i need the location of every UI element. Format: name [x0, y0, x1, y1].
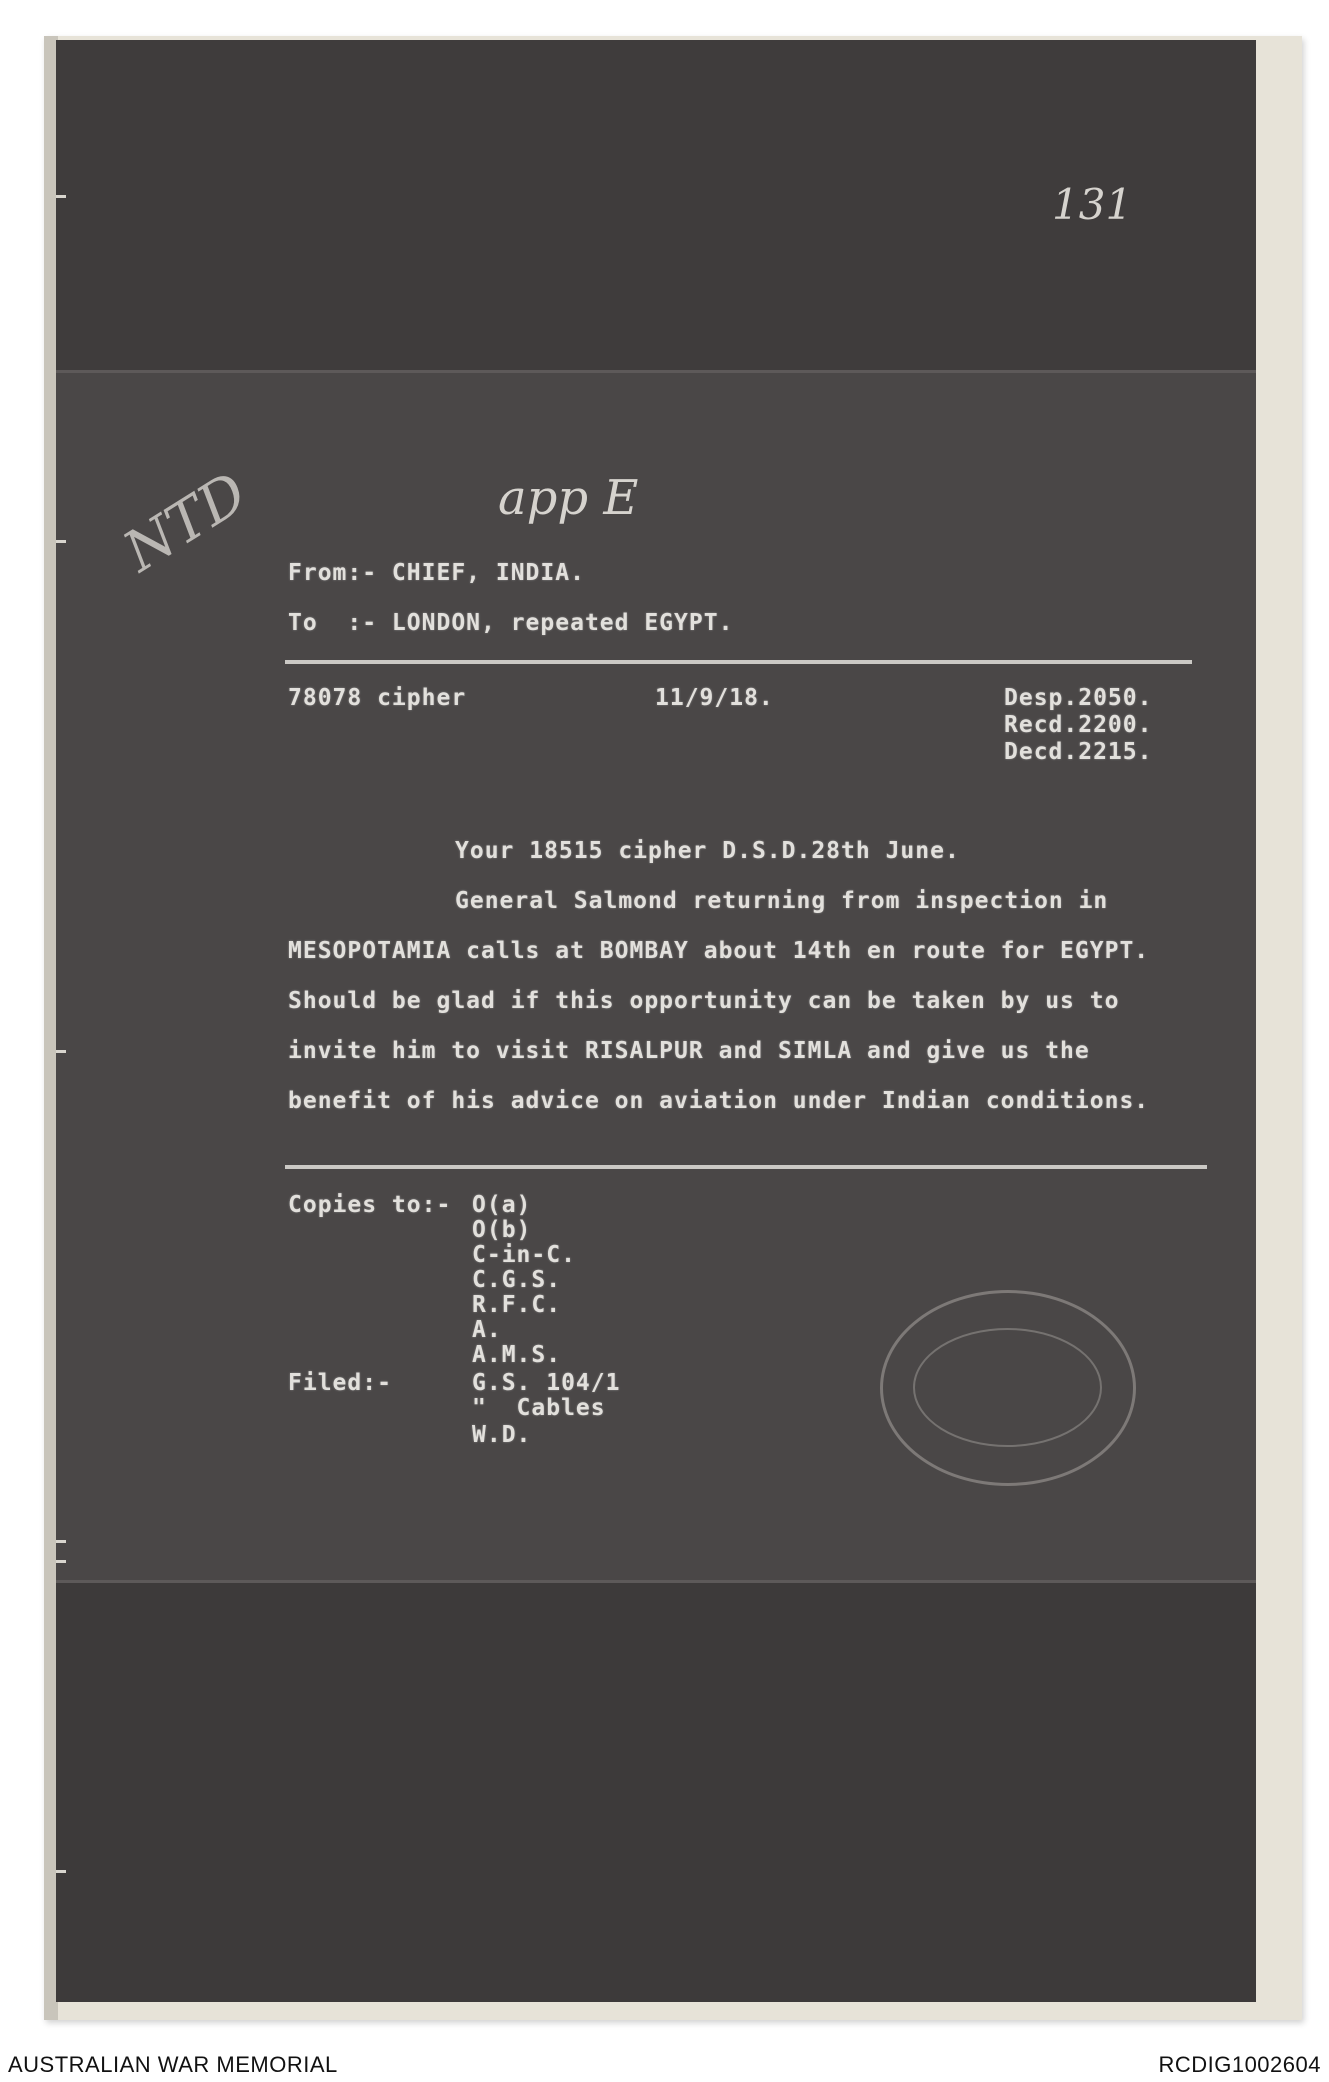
document-sheet — [56, 40, 1256, 2002]
decoded-time: Decd.2215. — [1004, 739, 1153, 765]
body-line: invite him to visit RISALPUR and SIMLA and give us the — [288, 1038, 1090, 1064]
to-line: To :- LONDON, repeated EGYPT. — [288, 610, 734, 636]
archive-stamp-inner — [913, 1328, 1102, 1447]
filed-entry: W.D. — [472, 1422, 532, 1448]
binding-hole — [56, 195, 66, 198]
archive-stamp — [880, 1290, 1136, 1486]
footer-institution: AUSTRALIAN WAR MEMORIAL — [8, 2052, 338, 2077]
cipher-reference: 78078 cipher — [288, 685, 467, 711]
body-line: Your 18515 cipher D.S.D.28th June. — [455, 838, 960, 864]
copy-recipient: O(a) — [472, 1192, 532, 1218]
body-line: benefit of his advice on aviation under Indian conditions. — [288, 1088, 1150, 1114]
footer-record-id: RCDIG1002604 — [1158, 2052, 1321, 2077]
message-date: 11/9/18. — [655, 685, 774, 711]
despatch-time: Desp.2050. — [1004, 685, 1153, 711]
fold-line — [56, 1580, 1256, 1583]
body-line: MESOPOTAMIA calls at BOMBAY about 14th en route for EGYPT. — [288, 938, 1150, 964]
binding-hole — [56, 540, 66, 543]
binding-hole — [56, 1050, 66, 1053]
copies-label: Copies to:- — [288, 1192, 452, 1218]
binding-hole — [56, 1560, 66, 1563]
fold-line — [56, 370, 1256, 373]
footer-rule — [285, 1165, 1207, 1169]
copy-recipient: C.G.S. — [472, 1267, 562, 1293]
copy-recipient: R.F.C. — [472, 1292, 562, 1318]
bottom-fold — [56, 1582, 1256, 2002]
filed-entry: G.S. 104/1 — [472, 1370, 621, 1396]
body-line: General Salmond returning from inspection in — [455, 888, 1109, 914]
page-number: 131 — [1052, 180, 1133, 229]
handwritten-initials: NTD — [112, 460, 259, 585]
body-line: Should be glad if this opportunity can be taken by us to — [288, 988, 1120, 1014]
copy-recipient: A. — [472, 1317, 502, 1343]
from-line: From:- CHIEF, INDIA. — [288, 560, 585, 586]
copy-recipient: A.M.S. — [472, 1342, 562, 1368]
copy-recipient: C-in-C. — [472, 1242, 576, 1268]
copy-recipient: O(b) — [472, 1217, 532, 1243]
binding-hole — [56, 1540, 66, 1543]
filed-entry: " Cables — [472, 1395, 606, 1421]
received-time: Recd.2200. — [1004, 712, 1153, 738]
handwritten-annotation: app E — [498, 470, 639, 526]
binding-hole — [56, 1870, 66, 1873]
header-rule — [285, 660, 1192, 664]
filed-label: Filed:- — [288, 1370, 392, 1396]
